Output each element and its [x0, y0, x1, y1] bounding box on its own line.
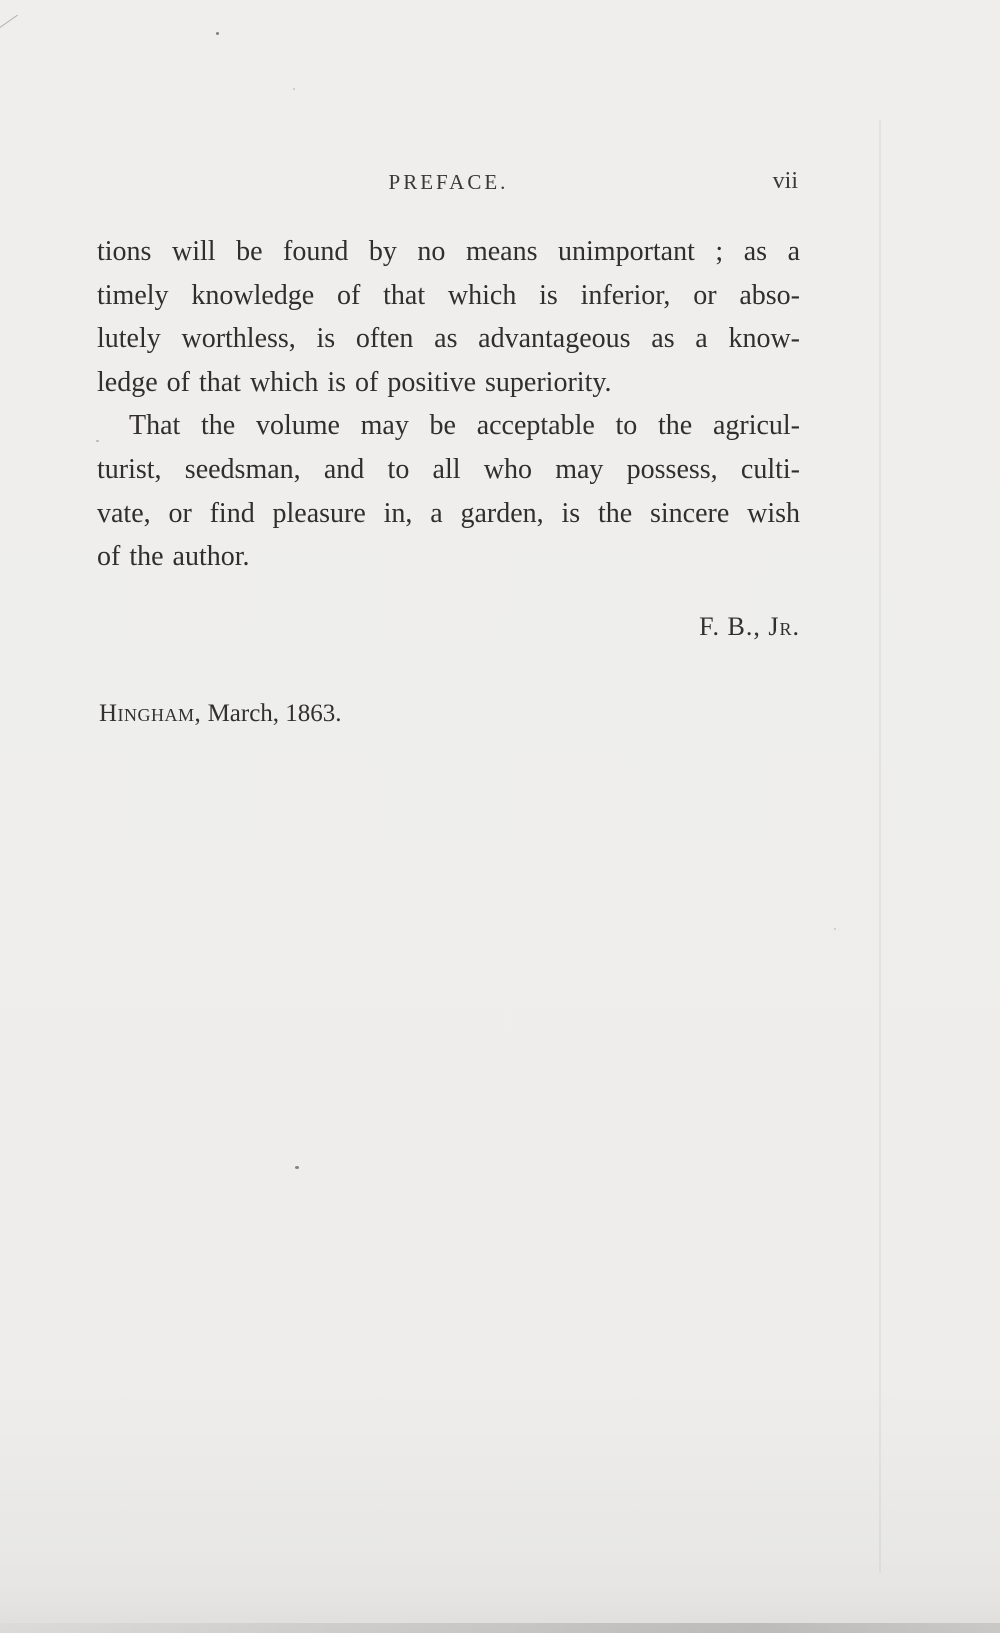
page-bottom-shadow: [0, 1623, 1000, 1633]
scan-speck: [834, 928, 836, 930]
scan-speck: [293, 88, 295, 90]
page-number: vii: [772, 168, 798, 194]
paragraph-line: turist, seedsman, and to all who may possess, culti-: [97, 453, 800, 485]
paragraph-line: lutely worthless, is often as advantageous as a know-: [97, 323, 800, 355]
body-text: [97, 230, 800, 579]
paragraph-line: vate, or find pleasure in, a garden, is the sincere wish: [97, 497, 800, 529]
dateline: [99, 700, 342, 728]
scan-speck: [216, 32, 219, 35]
dateline-place: Hingham,: [99, 700, 202, 727]
corner-crease-artifact: [0, 15, 18, 31]
page-header: [97, 170, 800, 200]
dateline-date: March, 1863.: [201, 700, 342, 727]
paragraph-line: ledge of that which is of positive superiority.: [97, 366, 612, 398]
author-signature: F. B., Jr.: [699, 612, 800, 641]
paragraph-line: tions will be found by no means unimportant ; as a: [97, 236, 800, 267]
scan-speck: [295, 1166, 299, 1169]
page-edge-shadow: [879, 120, 881, 1573]
running-title: PREFACE.: [388, 170, 509, 194]
paragraph-line: of the author.: [97, 541, 250, 573]
paragraph-line: timely knowledge of that which is inferior, or abso-: [97, 279, 800, 311]
paragraph-line: That the volume may be acceptable to the agricul-: [129, 410, 800, 442]
